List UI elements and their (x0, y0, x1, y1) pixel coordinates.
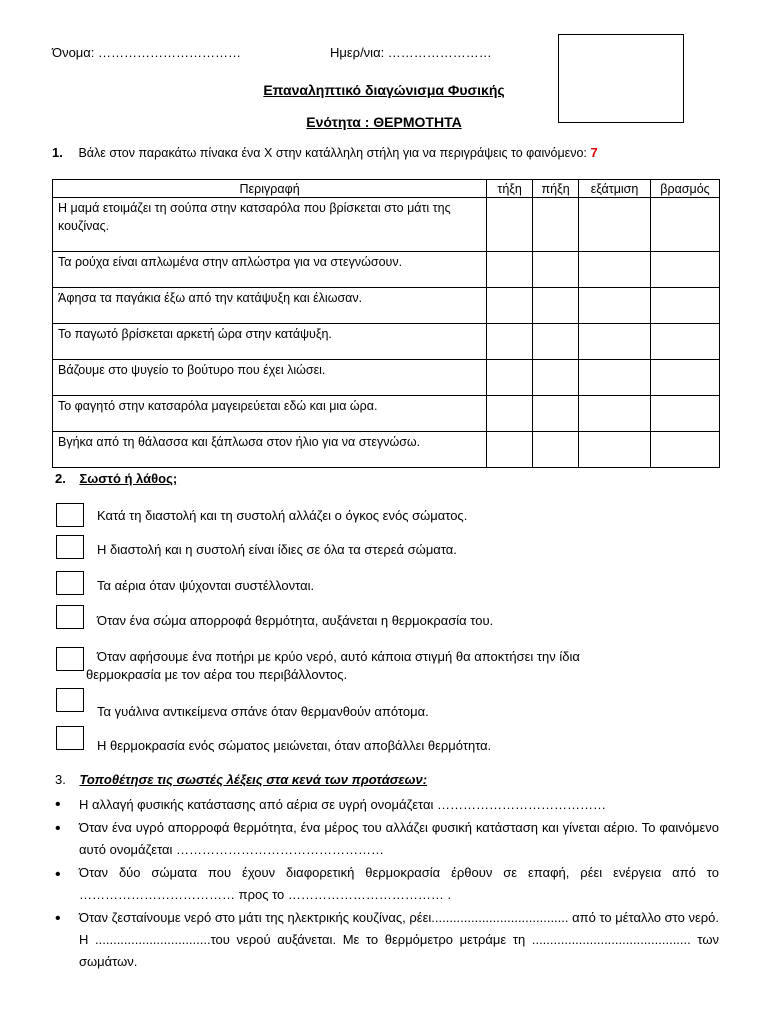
header-evaporation: εξάτμιση (579, 180, 651, 198)
question-2-heading (55, 471, 177, 486)
question-text: Βάλε στον παρακάτω πίνακα ένα Χ στην κατάλληλη στήλη για να περιγράψεις το φαινόμενο: (78, 146, 587, 160)
question-title: Τοποθέτησε τις σωστές λέξεις στα κενά των προτάσεων: (79, 772, 428, 787)
answer-cell[interactable] (579, 360, 651, 396)
statement-text-continued: θερμοκρασία με τον αέρα του περιβάλλοντος. (86, 667, 348, 682)
table-row (53, 252, 720, 288)
answer-cell[interactable] (487, 432, 533, 468)
statement-text: Όταν αφήσουμε ένα ποτήρι με κρύο νερό, αυτό κάποια στιγμή θα αποκτήσει την ίδια (97, 649, 580, 664)
statement-text: Όταν ένα σώμα απορροφά θερμότητα, αυξάνεται η θερμοκρασία του. (97, 613, 494, 628)
answer-cell[interactable] (651, 288, 720, 324)
question-title: Σωστό ή λάθος; (79, 471, 178, 486)
header-melting: τήξη (487, 180, 533, 198)
table-row (53, 360, 720, 396)
question-3-heading (55, 772, 427, 787)
answer-cell[interactable] (533, 432, 579, 468)
table-row (53, 432, 720, 468)
answer-cell[interactable] (651, 324, 720, 360)
true-false-checkbox[interactable] (56, 688, 84, 712)
row-description: Άφησα τα παγάκια έξω από την κατάψυξη και έλιωσαν. (53, 288, 487, 324)
row-description: Το παγωτό βρίσκεται αρκετή ώρα στην κατάψυξη. (53, 324, 487, 360)
statement-text: Η διαστολή και η συστολή είναι ίδιες σε όλα τα στερεά σώματα. (97, 542, 457, 557)
answer-cell[interactable] (533, 198, 579, 252)
header-freezing: πήξη (533, 180, 579, 198)
answer-cell[interactable] (579, 324, 651, 360)
fill-in-sentence: Όταν δύο σώματα που έχουν διαφορετική θερμοκρασία έρθουν σε επαφή, ρέει ενέργεια από το ……………………………… προς το ……………………………… . (79, 865, 719, 902)
answer-cell[interactable] (487, 288, 533, 324)
phenomena-table (52, 179, 720, 468)
question-number: 3. (55, 772, 66, 787)
table-header-row (53, 180, 720, 198)
true-false-checkbox[interactable] (56, 647, 84, 671)
row-description: Βάζουμε στο ψυγείο το βούτυρο που έχει λιώσει. (53, 360, 487, 396)
points-badge: 7 (590, 145, 598, 160)
answer-cell[interactable] (487, 360, 533, 396)
answer-cell[interactable] (651, 360, 720, 396)
answer-cell[interactable] (487, 198, 533, 252)
bullet-icon: • (55, 866, 61, 883)
answer-cell[interactable] (533, 324, 579, 360)
true-false-checkbox[interactable] (56, 571, 84, 595)
answer-cell[interactable] (579, 396, 651, 432)
statement-text: Η θερμοκρασία ενός σώματος μειώνεται, όταν αποβάλλει θερμότητα. (97, 738, 492, 753)
statement-text: Κατά τη διαστολή και τη συστολή αλλάζει ο όγκος ενός σώματος. (97, 508, 468, 523)
fill-in-sentence: Όταν ένα υγρό απορροφά θερμότητα, ένα μέρος του αλλάζει φυσική κατάσταση και γίνεται αέριο. Το φαινόμενο αυτό ονομάζεται ………………………………………… (79, 820, 719, 857)
row-description: Βγήκα από τη θάλασσα και ξάπλωσα στον ήλιο για να στεγνώσω. (53, 432, 487, 468)
header-boiling: βρασμός (651, 180, 720, 198)
unit-title: Ενότητα : ΘΕΡΜΟΤΗΤΑ (306, 114, 462, 130)
answer-cell[interactable] (579, 432, 651, 468)
fill-in-sentence: Όταν ζεσταίνουμε νερό στο μάτι της ηλεκτρικής κουζίνας, ρέει...................................... από το μέταλλο στο νερό. Η ................................του νερού αυξάνεται. Με το θερμόμετρο μετράμε τη ............................................ των σωμάτων. (79, 910, 719, 969)
answer-cell[interactable] (533, 360, 579, 396)
answer-cell[interactable] (651, 198, 720, 252)
true-false-checkbox[interactable] (56, 535, 84, 559)
bullet-icon: • (55, 820, 61, 837)
answer-cell[interactable] (579, 252, 651, 288)
question-number: 2. (55, 471, 66, 486)
answer-cell[interactable] (651, 396, 720, 432)
row-description: Τα ρούχα είναι απλωμένα στην απλώστρα για να στεγνώσουν. (53, 252, 487, 288)
photo-box (558, 34, 684, 123)
header-description: Περιγραφή (53, 180, 487, 198)
fill-in-sentence: Η αλλαγή φυσικής κατάστασης από αέρια σε υγρή ονομάζεται ………………………………… (79, 797, 606, 812)
answer-cell[interactable] (533, 396, 579, 432)
bullet-icon: • (55, 796, 61, 813)
true-false-checkbox[interactable] (56, 726, 84, 750)
answer-cell[interactable] (533, 288, 579, 324)
answer-cell[interactable] (487, 396, 533, 432)
answer-cell[interactable] (579, 288, 651, 324)
statement-text: Τα αέρια όταν ψύχονται συστέλλονται. (97, 578, 315, 593)
answer-cell[interactable] (651, 252, 720, 288)
date-field[interactable]: Ημερ/νια: …………………… (330, 45, 492, 60)
table-row (53, 324, 720, 360)
statement-text: Τα γυάλινα αντικείμενα σπάνε όταν θερμανθούν απότομα. (97, 704, 429, 719)
bullet-icon: • (55, 910, 61, 927)
answer-cell[interactable] (487, 252, 533, 288)
true-false-checkbox[interactable] (56, 503, 84, 527)
question-number: 1. (52, 145, 63, 160)
answer-cell[interactable] (487, 324, 533, 360)
true-false-checkbox[interactable] (56, 605, 84, 629)
row-description: Το φαγητό στην κατσαρόλα μαγειρεύεται εδώ και μια ώρα. (53, 396, 487, 432)
table-row (53, 288, 720, 324)
answer-cell[interactable] (533, 252, 579, 288)
name-field[interactable]: Όνομα: …………………………… (52, 45, 242, 60)
row-description: Η μαμά ετοιμάζει τη σούπα στην κατσαρόλα που βρίσκεται στο μάτι της κουζίνας. (53, 198, 487, 252)
table-row (53, 198, 720, 252)
answer-cell[interactable] (579, 198, 651, 252)
question-1 (52, 145, 598, 160)
answer-cell[interactable] (651, 432, 720, 468)
table-row (53, 396, 720, 432)
page-title: Επαναληπτικό διαγώνισμα Φυσικής (263, 82, 505, 98)
